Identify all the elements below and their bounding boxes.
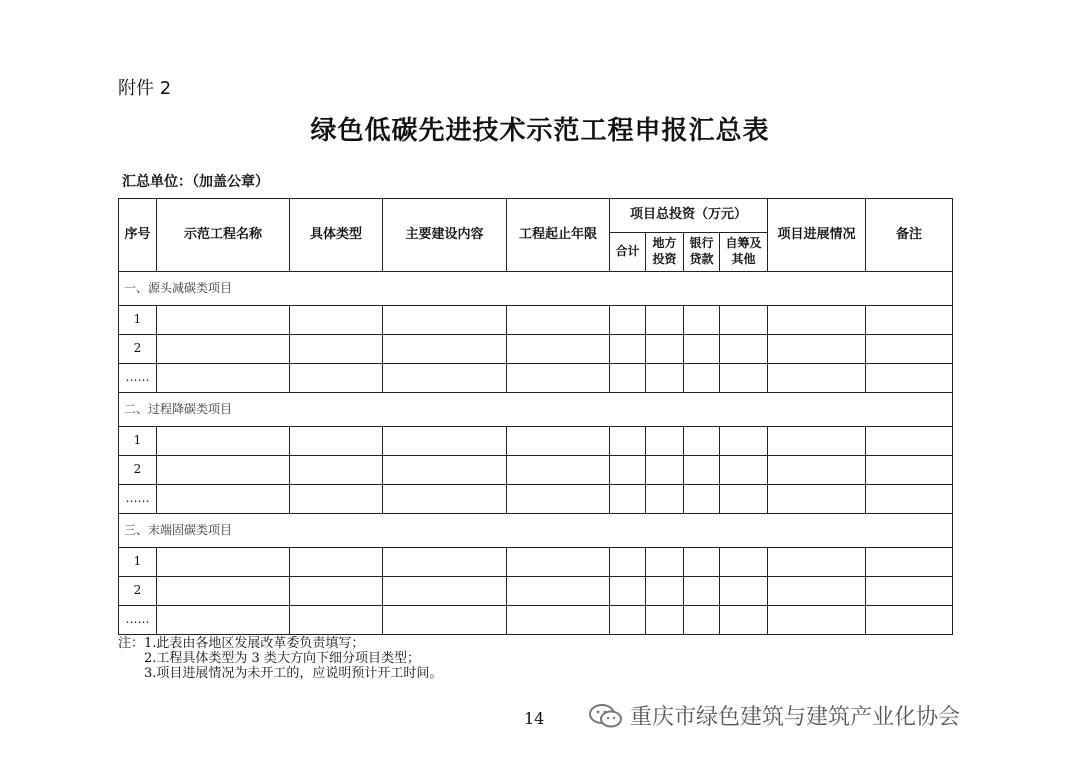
row-seq: 2 xyxy=(119,577,157,606)
header-bank-line2: 贷款 xyxy=(689,252,714,266)
row-seq: …… xyxy=(119,485,157,514)
cell-total xyxy=(610,577,646,606)
row-seq: 1 xyxy=(119,548,157,577)
cell-remarks xyxy=(866,427,953,456)
header-self-line2: 其他 xyxy=(731,252,756,266)
header-project-name: 示范工程名称 xyxy=(157,199,290,272)
cell-total xyxy=(610,548,646,577)
header-total: 合计 xyxy=(610,233,646,272)
cell-progress xyxy=(768,456,866,485)
table-row xyxy=(119,548,953,577)
cell-remarks xyxy=(866,456,953,485)
cell-type xyxy=(290,306,383,335)
header-local-line2: 投资 xyxy=(652,252,677,266)
cell-content xyxy=(383,335,507,364)
cell-period xyxy=(507,548,610,577)
table-row xyxy=(119,606,953,635)
wechat-icon xyxy=(588,702,624,730)
section-title: 一、源头减碳类项目 xyxy=(119,272,953,306)
cell-period xyxy=(507,606,610,635)
cell-total xyxy=(610,335,646,364)
header-bank-line1: 银行 xyxy=(689,236,714,251)
cell-total xyxy=(610,456,646,485)
cell-period xyxy=(507,427,610,456)
row-seq: 2 xyxy=(119,456,157,485)
cell-period xyxy=(507,306,610,335)
cell-type xyxy=(290,335,383,364)
section-title: 二、过程降碳类项目 xyxy=(119,393,953,427)
cell-name xyxy=(157,456,290,485)
cell-remarks xyxy=(866,485,953,514)
note-line-2: 2.工程具体类型为 3 类大方向下细分项目类型； xyxy=(144,651,420,666)
section-row xyxy=(119,514,953,548)
cell-total xyxy=(610,364,646,393)
cell-content xyxy=(383,606,507,635)
cell-local xyxy=(646,606,684,635)
section-row xyxy=(119,272,953,306)
header-remarks: 备注 xyxy=(866,199,953,272)
cell-content xyxy=(383,306,507,335)
cell-local xyxy=(646,577,684,606)
cell-bank xyxy=(684,456,720,485)
summary-unit-line: 汇总单位：（加盖公章） xyxy=(122,174,269,190)
cell-local xyxy=(646,548,684,577)
header-seq: 序号 xyxy=(119,199,157,272)
cell-content xyxy=(383,456,507,485)
cell-remarks xyxy=(866,306,953,335)
cell-total xyxy=(610,485,646,514)
cell-name xyxy=(157,427,290,456)
attachment-label: 附件 2 xyxy=(118,78,172,99)
header-self-funded xyxy=(720,233,768,272)
cell-type xyxy=(290,577,383,606)
section-row xyxy=(119,393,953,427)
cell-local xyxy=(646,456,684,485)
cell-progress xyxy=(768,364,866,393)
cell-self xyxy=(720,335,768,364)
cell-self xyxy=(720,306,768,335)
cell-self xyxy=(720,485,768,514)
cell-type xyxy=(290,548,383,577)
cell-content xyxy=(383,548,507,577)
cell-bank xyxy=(684,427,720,456)
note-line-3: 3.项目进展情况为未开工的，应说明预计开工时间。 xyxy=(144,666,443,681)
cell-local xyxy=(646,306,684,335)
cell-bank xyxy=(684,548,720,577)
cell-period xyxy=(507,364,610,393)
cell-progress xyxy=(768,306,866,335)
cell-self xyxy=(720,456,768,485)
cell-type xyxy=(290,606,383,635)
cell-bank xyxy=(684,485,720,514)
cell-period xyxy=(507,577,610,606)
header-progress: 项目进展情况 xyxy=(768,199,866,272)
cell-name xyxy=(157,364,290,393)
cell-name xyxy=(157,606,290,635)
header-period: 工程起止年限 xyxy=(507,199,610,272)
cell-self xyxy=(720,577,768,606)
cell-local xyxy=(646,427,684,456)
page-number: 14 xyxy=(524,709,545,728)
cell-remarks xyxy=(866,606,953,635)
cell-bank xyxy=(684,577,720,606)
row-seq: 1 xyxy=(119,306,157,335)
cell-progress xyxy=(768,485,866,514)
cell-content xyxy=(383,364,507,393)
cell-progress xyxy=(768,335,866,364)
cell-self xyxy=(720,364,768,393)
cell-period xyxy=(507,456,610,485)
cell-self xyxy=(720,427,768,456)
header-bank-loan xyxy=(684,233,720,272)
cell-bank xyxy=(684,335,720,364)
cell-total xyxy=(610,427,646,456)
header-type: 具体类型 xyxy=(290,199,383,272)
row-seq: 2 xyxy=(119,335,157,364)
cell-progress xyxy=(768,427,866,456)
cell-bank xyxy=(684,364,720,393)
notes-block xyxy=(118,636,442,681)
watermark xyxy=(588,700,960,731)
cell-content xyxy=(383,427,507,456)
cell-local xyxy=(646,485,684,514)
cell-remarks xyxy=(866,335,953,364)
header-content: 主要建设内容 xyxy=(383,199,507,272)
cell-remarks xyxy=(866,577,953,606)
cell-self xyxy=(720,606,768,635)
table-row xyxy=(119,427,953,456)
row-seq: 1 xyxy=(119,427,157,456)
table-row xyxy=(119,335,953,364)
cell-progress xyxy=(768,548,866,577)
watermark-text: 重庆市绿色建筑与建筑产业化协会 xyxy=(630,705,961,730)
cell-local xyxy=(646,364,684,393)
cell-total xyxy=(610,606,646,635)
document-title: 绿色低碳先进技术示范工程申报汇总表 xyxy=(310,116,770,146)
cell-name xyxy=(157,485,290,514)
row-seq: …… xyxy=(119,364,157,393)
cell-type xyxy=(290,427,383,456)
cell-period xyxy=(507,485,610,514)
table-row xyxy=(119,456,953,485)
cell-name xyxy=(157,577,290,606)
cell-bank xyxy=(684,306,720,335)
note-line-1: 注：1.此表由各地区发展改革委负责填写； xyxy=(118,636,365,651)
section-title: 三、末端固碳类项目 xyxy=(119,514,953,548)
cell-name xyxy=(157,335,290,364)
cell-content xyxy=(383,485,507,514)
table-header-row xyxy=(119,199,953,233)
cell-type xyxy=(290,364,383,393)
cell-period xyxy=(507,335,610,364)
cell-self xyxy=(720,548,768,577)
cell-type xyxy=(290,456,383,485)
table-row xyxy=(119,577,953,606)
header-local-investment xyxy=(646,233,684,272)
cell-bank xyxy=(684,606,720,635)
cell-content xyxy=(383,577,507,606)
cell-progress xyxy=(768,606,866,635)
cell-type xyxy=(290,485,383,514)
header-investment: 项目总投资（万元） xyxy=(610,199,768,233)
table-row xyxy=(119,485,953,514)
cell-progress xyxy=(768,577,866,606)
row-seq: …… xyxy=(119,606,157,635)
cell-local xyxy=(646,335,684,364)
cell-remarks xyxy=(866,364,953,393)
summary-table xyxy=(118,198,953,635)
cell-remarks xyxy=(866,548,953,577)
cell-total xyxy=(610,306,646,335)
cell-name xyxy=(157,306,290,335)
header-local-line1: 地方 xyxy=(652,236,677,251)
cell-name xyxy=(157,548,290,577)
table-row xyxy=(119,306,953,335)
table-row xyxy=(119,364,953,393)
header-self-line1: 自筹及 xyxy=(725,236,762,251)
